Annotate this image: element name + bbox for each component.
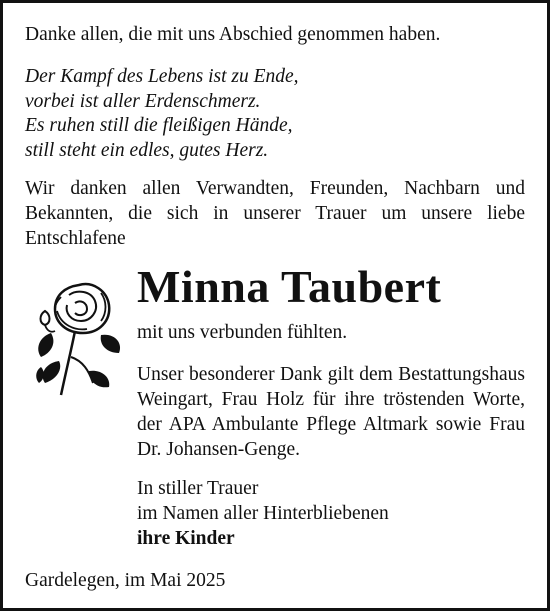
poem-line: vorbei ist aller Erdenschmerz. <box>25 90 261 112</box>
poem-line: Der Kampf des Lebens ist zu Ende, <box>25 66 299 87</box>
signature-block <box>137 476 389 551</box>
poem <box>25 65 299 163</box>
poem-line: still steht ein edles, gutes Herz. <box>25 139 269 161</box>
signature-family: ihre Kinder <box>137 528 235 549</box>
thanks-paragraph: Wir danken allen Verwandten, Freunden, Nachbarn und Bekannten, die sich in unserer Trauer um unsere liebe Entschlafene <box>25 178 525 249</box>
rose-icon <box>31 271 127 399</box>
signature-line: im Namen aller Hinterbliebenen <box>137 503 389 524</box>
signature-line: In stiller Trauer <box>137 478 259 499</box>
deceased-name: Minna Taubert <box>137 261 442 312</box>
poem-line: Es ruhen still die fleißigen Hände, <box>25 115 293 136</box>
connected-text: mit uns verbunden fühlten. <box>137 322 348 343</box>
special-thanks-paragraph: Unser besonderer Dank gilt dem Bestattungshaus Weingart, Frau Holz für ihre tröstenden Worte, der APA Ambulante Pflege Altmark sowie Frau Dr. Johansen-Genge. <box>137 364 525 460</box>
place-date: Gardelegen, im Mai 2025 <box>25 570 226 591</box>
intro-text: Danke allen, die mit uns Abschied genommen haben. <box>25 24 441 45</box>
